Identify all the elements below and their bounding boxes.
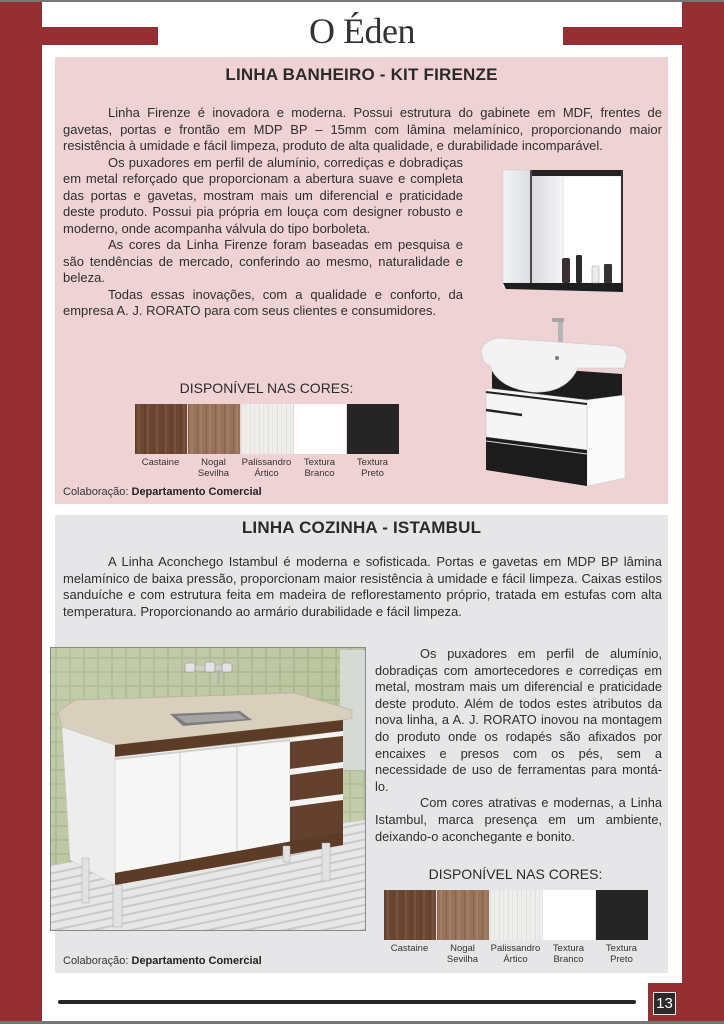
color-label-line: Ártico [503,954,528,965]
paragraph: As cores da Linha Firenze foram baseadas em pesquisa e são tendências de mercado, conferindo ao mesmo, naturalidade e beleza. [63,237,463,285]
color-swatch [135,404,187,454]
bottle [576,255,582,283]
color-label-line: Castaine [390,943,429,954]
color-swatch [241,404,293,454]
cabinet-leg [322,843,330,881]
paragraph: Todas essas inovações, com a qualidade e conforto, da empresa A. J. RORATO para com seus clientes e consumidores. [63,286,463,318]
section-title: LINHA COZINHA - ISTAMBUL [241,518,482,537]
color-label-line: Nogal [450,943,475,954]
bottle [562,258,570,283]
color-option-textura-preto [595,890,648,965]
color-swatch [294,404,346,454]
color-label [198,457,229,479]
colors-heading: DISPONÍVEL NAS CORES: [428,866,603,882]
color-swatch [543,890,595,940]
footer-rule [58,1000,636,1004]
credit-line [63,955,262,967]
color-option-nogal-sevilha [436,890,489,965]
color-label [391,943,429,954]
bathroom-section [55,57,668,504]
color-swatch [347,404,399,454]
color-swatch [188,404,240,454]
bottle [604,264,612,283]
color-option-textura-branco [542,890,595,965]
color-label-line: Branco [304,468,335,479]
color-label [142,457,180,468]
vanity-cabinet [481,318,627,486]
color-swatch [384,890,436,940]
mirror-cabinet [503,170,623,292]
color-label-line: Textura [605,943,638,954]
color-label-line: Preto [361,468,384,479]
color-label-line: Preto [610,954,633,965]
color-option-textura-branco [293,404,346,479]
color-label-line: Palissandro [490,943,541,954]
colors-heading: DISPONÍVEL NAS CORES: [179,380,354,396]
color-label-line: Textura [303,457,336,468]
color-label [357,457,388,479]
color-label [447,943,478,965]
color-option-palissandro-artico [489,890,542,965]
paragraph: Com cores atrativas e modernas, a Linha Istambul, marca presença em um ambiente, deixando-o aconchegante e bonito. [375,795,662,844]
top-border-line [0,0,724,2]
color-swatches [383,890,648,965]
color-label-line: Nogal [201,457,226,468]
color-option-textura-preto [346,404,399,479]
publication-title: O Éden [309,11,415,51]
paragraph: Os puxadores em perfil de alumínio, dobradiças com amortecedores e corrediças em metal, mostram mais um diferencial e praticidade deste produto. Além de todos estes atributos da nova linha, a A. J. RORATO inovou na montagem do produto onde os rodapés são afixados por encaixes e presos com os pés, sem a necessidade de uso de ferramentas para montá-lo. [375,646,662,794]
color-label-line: Branco [553,954,584,965]
color-label [606,943,637,965]
color-label-line: Castaine [141,457,180,468]
section-title: LINHA BANHEIRO - KIT FIRENZE [225,65,498,84]
color-label-line: Palissandro [241,457,292,468]
color-swatch [437,890,489,940]
color-label [491,943,541,965]
color-label-line: Sevilha [446,954,479,965]
kitchen-cabinet-image [50,647,366,931]
cabinet-leg [113,885,122,927]
credit-value: Departamento Comercial [131,955,262,967]
faucet [558,320,563,344]
color-label-line: Sevilha [197,468,230,479]
color-label-line: Textura [552,943,585,954]
right-accent-bar [682,2,724,1021]
color-option-palissandro-artico [240,404,293,479]
color-option-nogal-sevilha [187,404,240,479]
color-label [304,457,335,479]
color-swatch [596,890,648,940]
text-column [63,155,463,320]
paragraph: Os puxadores em perfil de alumínio, corrediças e dobradiças em metal reforçado que proporcionam a abertura suave e completa das portas e gavetas, mostram mais um diferencial e praticidade deste produto. Possui pia própria em louça com designer robusto e moderno, onde acompanha válvula do tipo borboleta. [63,154,463,236]
credit-label: Colaboração: [63,486,129,498]
bathroom-kit-image [478,165,630,493]
color-option-castaine [134,404,187,479]
color-label [553,943,584,965]
credit-line [63,486,262,498]
credit-label: Colaboração: [63,955,129,967]
paragraph: A Linha Aconchego Istambul é moderna e sofisticada. Portas e gavetas em MDP BP lâmina melamínico de baixa pressão, proporcionam maior resistência à umidade e fácil limpeza. Caixas estilos sanduíche e com estrutura feita em madeira de reflorestamento próprio, tratada em estufas com alta temperatura. Proporcionando ao armário durabilidade e fácil limpeza. [63,554,662,619]
paragraph: Linha Firenze é inovadora e moderna. Possui estrutura do gabinete em MDF, frentes de gavetas, portas e frontão em MDP BP – 15mm com lâmina melamínico, proporcionando maior resistência à umidade e fácil limpeza, produto de alta qualidade, e durabilidade incomparável. [63,105,662,153]
page-number: 13 [653,992,676,1015]
text-column [375,646,662,845]
cabinet-leg [82,858,89,903]
section-intro [63,554,662,620]
color-swatches [134,404,399,479]
bottle [592,266,599,283]
color-option-castaine [383,890,436,965]
color-label [242,457,292,479]
left-accent-bar [0,2,42,1021]
color-swatch [490,890,542,940]
credit-value: Departamento Comercial [131,486,262,498]
cabinet-leg [283,846,290,862]
color-label-line: Ártico [254,468,279,479]
color-label-line: Textura [356,457,389,468]
